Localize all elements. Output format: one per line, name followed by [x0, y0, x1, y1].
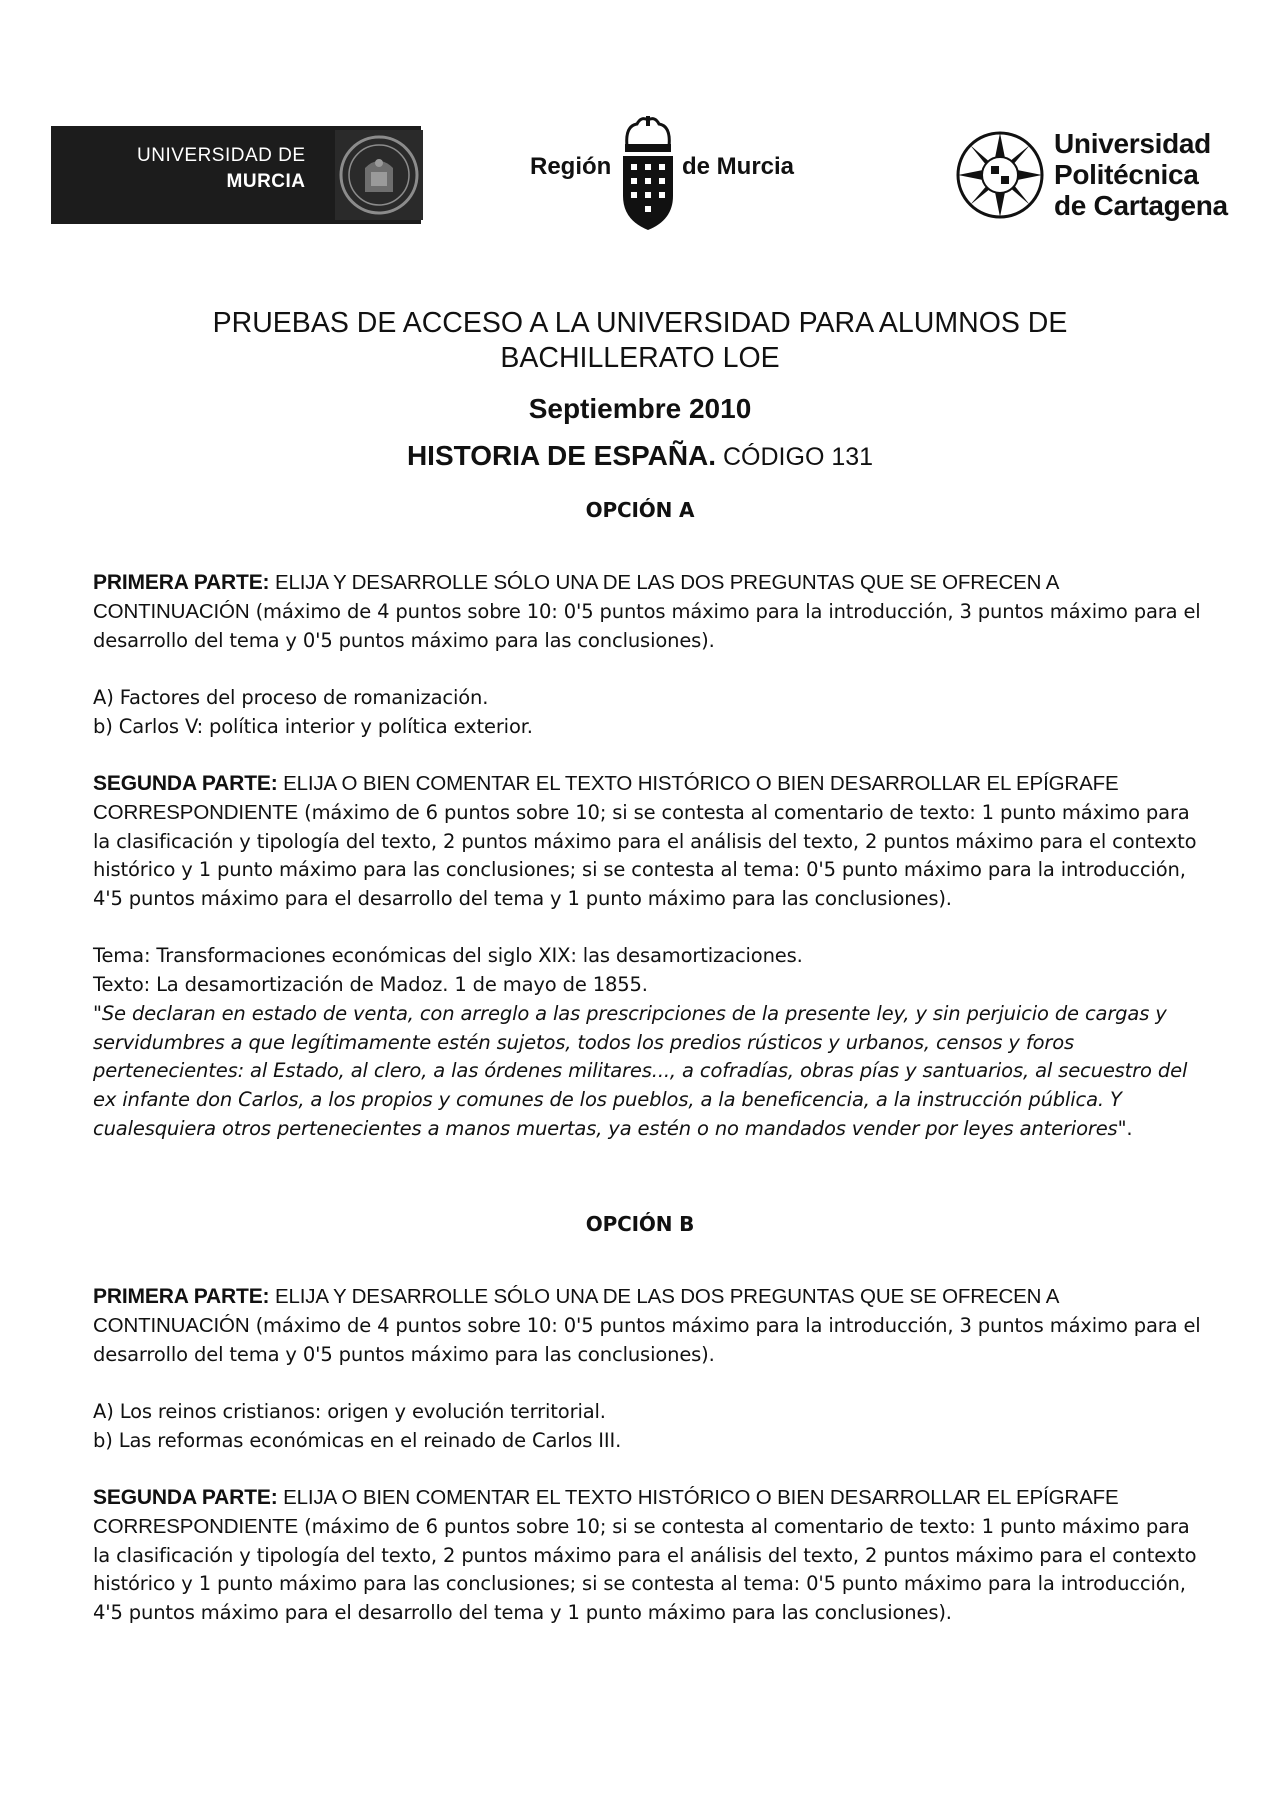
option-a-texto: Texto: La desamortización de Madoz. 1 de mayo de 1855.	[93, 973, 648, 997]
exam-title	[0, 306, 1280, 376]
option-a-part1-instructions	[93, 569, 1203, 655]
upct-logo-line1: Universidad	[1054, 128, 1211, 159]
exam-subject	[0, 438, 1280, 475]
exam-content	[93, 496, 1203, 1628]
option-b-heading: OPCIÓN B	[585, 1212, 695, 1237]
universidad-murcia-logo	[51, 126, 421, 224]
quote-close-mark: ".	[1117, 1116, 1133, 1140]
subject-name: HISTORIA DE ESPAÑA.	[406, 440, 717, 471]
option-a-question-a: A) Factores del proceso de romanización.	[93, 686, 489, 710]
rm-logo-right: de Murcia	[682, 153, 795, 180]
option-a-question-b: b) Carlos V: política interior y política exterior.	[93, 714, 533, 738]
option-b-part2-label: SEGUNDA PARTE:	[93, 1486, 278, 1510]
option-a-part1-rest: (máximo de 4 puntos sobre 10: 0'5 puntos máximo para la introducción, 3 puntos máximo para el desarrollo del tema y 0'5 puntos máximo para las conclusiones).	[93, 600, 1201, 652]
option-b-part2-caps: ELIJA O BIEN COMENTAR EL TEXTO HISTÓRICO O BIEN DESARROLLAR EL EPÍGRAFE CORRESPONDIENTE	[93, 1486, 1119, 1539]
region-murcia-crest-icon	[617, 116, 679, 232]
option-a-part2-rest: (máximo de 6 puntos sobre 10; si se contesta al comentario de texto: 1 punto máximo para la clasificación y tipología del texto, 2 puntos máximo para el análisis del texto, 2 puntos máximo para el contexto histórico y 1 punto máximo para las conclusiones; si se contesta al tema: 0'5 punto máximo para la introducción, 4'5 puntos máximo para el desarrollo del tema y 1 punto máximo para las conclusiones).	[93, 800, 1197, 911]
option-a-part1-label: PRIMERA PARTE:	[93, 571, 270, 595]
option-b-question-b: b) Las reformas económicas en el reinado de Carlos III.	[93, 1428, 622, 1452]
option-a-part2-caps: ELIJA O BIEN COMENTAR EL TEXTO HISTÓRICO O BIEN DESARROLLAR EL EPÍGRAFE CORRESPONDIENTE	[93, 772, 1119, 824]
option-a-heading: OPCIÓN A	[585, 498, 695, 522]
option-a-part2-label: SEGUNDA PARTE:	[93, 772, 278, 796]
rm-logo-left: Región	[530, 153, 612, 180]
upct-logo	[955, 124, 1235, 224]
quote-open-mark: "	[93, 1001, 102, 1025]
um-logo-text	[137, 143, 306, 195]
upct-logo-line3: de Cartagena	[1054, 190, 1228, 221]
upct-star-icon	[955, 130, 1045, 220]
um-logo-line2: MURCIA	[226, 171, 306, 192]
option-b-question-a: A) Los reinos cristianos: origen y evolución territorial.	[93, 1400, 606, 1424]
option-a-quote-paragraph	[93, 1000, 1203, 1144]
option-a-part2-instructions	[93, 770, 1203, 914]
option-a-quote: Se declaran en estado de venta, con arreglo a las prescripciones de la presente ley, y sin perjuicio de cargas y servidumbres a que legítimamente estén sujetos, todos los predios rústicos y urbanos, censos y foros pertenecientes: al Estado, al clero, a las órdenes militares..., a cofradías, obras pías y santuarios, al secuestro del ex infante don Carlos, a los propios y comunes de los pueblos, a la beneficencia, a la instrucción pública. Y cualesquiera otros pertenecientes a manos muertas, ya estén o no mandados vender por leyes anteriores	[93, 1001, 1188, 1140]
upct-logo-line2: Politécnica	[1054, 159, 1199, 190]
option-b-part2-rest: (máximo de 6 puntos sobre 10; si se contesta al comentario de texto: 1 punto máximo para la clasificación y tipología del texto, 2 puntos máximo para el análisis del texto, 2 puntos máximo para el contexto histórico y 1 punto máximo para las conclusiones; si se contesta al tema: 0'5 punto máximo para la introducción, 4'5 puntos máximo para el desarrollo del tema y 1 punto máximo para las conclusiones).	[93, 1515, 1197, 1625]
upct-logo-text	[1054, 128, 1228, 221]
um-logo-line1: UNIVERSIDAD DE	[137, 145, 306, 166]
option-a-tema: Tema: Transformaciones económicas del siglo XIX: las desamortizaciones.	[93, 944, 803, 968]
option-b-part1-label: PRIMERA PARTE:	[93, 1285, 270, 1309]
subject-code: CÓDIGO 131	[716, 443, 874, 471]
um-seal-icon	[335, 130, 423, 220]
option-b-part1-caps: ELIJA Y DESARROLLE SÓLO UNA DE LAS DOS PREGUNTAS QUE SE OFRECEN A CONTINUACIÓN	[93, 1285, 1059, 1338]
exam-title-line1: PRUEBAS DE ACCESO A LA UNIVERSIDAD PARA ALUMNOS DE	[212, 307, 1068, 339]
region-murcia-logo	[520, 116, 800, 232]
option-a-part1-caps: ELIJA Y DESARROLLE SÓLO UNA DE LAS DOS PREGUNTAS QUE SE OFRECEN A CONTINUACIÓN	[93, 571, 1059, 624]
option-b-part1-instructions	[93, 1283, 1203, 1369]
option-b-part1-rest: (máximo de 4 puntos sobre 10: 0'5 puntos máximo para la introducción, 3 puntos máximo para el desarrollo del tema y 0'5 puntos máximo para las conclusiones).	[93, 1314, 1201, 1366]
option-b-part2-instructions	[93, 1484, 1203, 1628]
exam-title-line2: BACHILLERATO LOE	[500, 342, 780, 374]
exam-date: Septiembre 2010	[528, 393, 752, 424]
